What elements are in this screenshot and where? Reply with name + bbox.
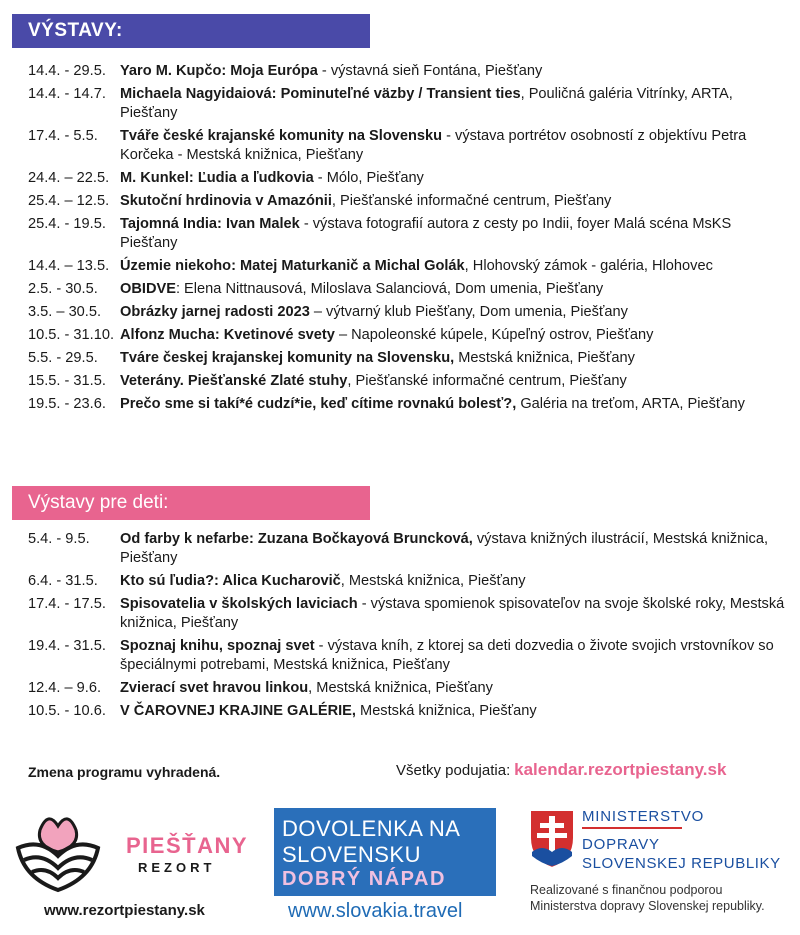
event-text	[120, 349, 788, 368]
ministry-line1: MINISTERSTVO	[582, 808, 705, 825]
event-title: OBIDVE	[120, 281, 176, 297]
list-item	[28, 595, 788, 633]
event-details: - výstavná sieň Fontána, Piešťany	[317, 63, 543, 79]
event-date: 6.4. - 31.5.	[28, 573, 98, 589]
event-text	[120, 169, 788, 188]
list-item	[28, 326, 788, 345]
list-item	[28, 679, 788, 698]
vystavy-list	[28, 62, 788, 418]
list-item	[28, 257, 788, 276]
event-title: Územie niekoho: Matej Maturkanič a Michal Golák	[120, 258, 465, 274]
list-item	[28, 169, 788, 188]
event-text	[120, 595, 788, 633]
program-note: Zmena programu vyhradená.	[28, 764, 221, 780]
event-details: Mestská knižnica, Piešťany	[454, 350, 635, 366]
event-text	[120, 257, 788, 276]
event-date: 24.4. – 22.5.	[28, 170, 110, 186]
event-details: , Mestská knižnica, Piešťany	[308, 680, 493, 696]
event-date: 17.4. - 17.5.	[28, 596, 106, 612]
list-item	[28, 349, 788, 368]
event-title: Yaro M. Kupčo: Moja Európa	[120, 63, 318, 79]
event-date: 19.5. - 23.6.	[28, 396, 106, 412]
event-details: – výtvarný klub Piešťany, Dom umenia, Piešťany	[309, 304, 628, 320]
dovolenka-line2: SLOVENSKU	[282, 842, 421, 867]
event-date: 3.5. – 30.5.	[28, 304, 102, 320]
event-text	[120, 702, 788, 721]
event-text	[120, 372, 788, 391]
event-text	[120, 303, 788, 322]
event-text	[120, 679, 788, 698]
calendar-link[interactable]: kalendar.rezortpiestany.sk	[514, 760, 727, 779]
ministry-divider	[582, 827, 682, 829]
coat-of-arms-icon	[528, 808, 576, 870]
event-title: Spoznaj knihu, spoznaj svet	[120, 638, 315, 654]
event-details: - výstava fotografií autora z cesty po Indii, foyer Malá scéna MsKS Piešťany	[120, 216, 732, 251]
event-title: Kto sú ľudia?: Alica Kucharovič	[120, 573, 341, 589]
event-details: - výstava portrétov osobností z objektívu Petra Korčeka - Mestská knižnica, Piešťany	[120, 128, 747, 163]
event-text	[120, 326, 788, 345]
ministry-logo	[528, 808, 793, 888]
event-date: 15.5. - 31.5.	[28, 373, 106, 389]
event-date: 14.4. - 14.7.	[28, 86, 106, 102]
list-item	[28, 215, 788, 253]
event-date: 10.5. - 31.10.	[28, 327, 115, 343]
event-details: , Pouličná galéria Vitrínky, ARTA, Piešťany	[120, 86, 733, 121]
event-details: - výstava kníh, z ktorej sa deti dozvedia o živote svojich vrstovníkov so špeciálnymi potrebami, Mestská knižnica, Piešťany	[120, 638, 774, 673]
list-item	[28, 192, 788, 211]
list-item	[28, 85, 788, 123]
piestany-name: PIEŠŤANY	[126, 833, 249, 858]
list-item	[28, 127, 788, 165]
vystavy-header: VÝSTAVY:	[12, 14, 370, 48]
event-text	[120, 127, 788, 165]
ministry-line3: SLOVENSKEJ REPUBLIKY	[582, 855, 781, 872]
event-title: Prečo sme si takí*é cudzí*ie, keď cítime rovnakú bolesť?,	[120, 396, 517, 412]
event-text	[120, 85, 788, 123]
event-details: : Elena Nittnausová, Miloslava Salanciová, Dom umenia, Piešťany	[175, 281, 604, 297]
event-title: V ČAROVNEJ KRAJINE GALÉRIE,	[120, 703, 356, 719]
event-text	[120, 192, 788, 211]
event-date: 17.4. - 5.5.	[28, 128, 98, 144]
event-text	[120, 395, 788, 414]
event-title: Tváře české krajanské komunity na Slovensku	[120, 128, 443, 144]
event-date: 14.4. - 29.5.	[28, 63, 106, 79]
deti-list	[28, 530, 788, 725]
event-date: 5.5. - 29.5.	[28, 350, 98, 366]
piestany-logo	[10, 808, 250, 898]
event-text	[120, 215, 788, 253]
event-details: , Piešťanské informačné centrum, Piešťany	[331, 193, 612, 209]
event-title: Obrázky jarnej radosti 2023	[120, 304, 310, 320]
event-title: M. Kunkel: Ľudia a ľudkovia	[120, 170, 314, 186]
all-events-label: Všetky podujatia:	[396, 762, 511, 779]
event-title: Veterány. Piešťanské Zlaté stuhy	[120, 373, 348, 389]
event-title: Tváre českej krajanskej komunity na Slovensku,	[120, 350, 455, 366]
slovakia-url[interactable]: www.slovakia.travel	[288, 900, 463, 922]
list-item	[28, 303, 788, 322]
dovolenka-line1: DOVOLENKA NA	[282, 816, 461, 841]
event-title: Michaela Nagyidaiová: Pominuteľné väzby / Transient ties	[120, 86, 521, 102]
all-events	[396, 760, 726, 780]
event-title: Od farby k nefarbe: Zuzana Bočkayová Bruncková,	[120, 531, 473, 547]
event-title: Zvierací svet hravou linkou	[120, 680, 309, 696]
funding-note: Realizované s finančnou podporou Ministerstva dopravy Slovenskej republiky.	[530, 883, 765, 913]
event-date: 14.4. – 13.5.	[28, 258, 110, 274]
list-item	[28, 702, 788, 721]
event-text	[120, 280, 788, 299]
event-details: - Mólo, Piešťany	[313, 170, 424, 186]
event-date: 5.4. - 9.5.	[28, 531, 90, 547]
dovolenka-logo	[274, 808, 496, 896]
event-title: Skutoční hrdinovia v Amazónii	[120, 193, 332, 209]
deti-header: Výstavy pre deti:	[12, 486, 370, 520]
event-date: 25.4. - 19.5.	[28, 216, 106, 232]
list-item	[28, 280, 788, 299]
dovolenka-line3: DOBRÝ NÁPAD	[282, 868, 446, 890]
list-item	[28, 62, 788, 81]
event-details: , Hlohovský zámok - galéria, Hlohovec	[464, 258, 713, 274]
event-details: , Piešťanské informačné centrum, Piešťany	[347, 373, 627, 389]
event-date: 19.4. - 31.5.	[28, 638, 106, 654]
event-details: , Mestská knižnica, Piešťany	[340, 573, 526, 589]
flower-icon	[10, 808, 105, 898]
event-text	[120, 572, 788, 591]
list-item	[28, 572, 788, 591]
event-title: Tajomná India: Ivan Malek	[120, 216, 300, 232]
event-text	[120, 530, 788, 568]
event-title: Spisovatelia v školských laviciach	[120, 596, 358, 612]
list-item	[28, 637, 788, 675]
event-details: výstava knižných ilustrácií, Mestská knižnica, Piešťany	[120, 531, 769, 566]
event-date: 10.5. - 10.6.	[28, 703, 106, 719]
event-date: 25.4. – 12.5.	[28, 193, 110, 209]
event-details: Mestská knižnica, Piešťany	[355, 703, 537, 719]
event-details: - výstava spomienok spisovateľov na svoje školské roky, Mestská knižnica, Piešťany	[120, 596, 785, 631]
list-item	[28, 372, 788, 391]
ministry-line2: DOPRAVY	[582, 836, 660, 853]
list-item	[28, 395, 788, 414]
list-item	[28, 530, 788, 568]
event-details: Galéria na treťom, ARTA, Piešťany	[516, 396, 745, 412]
piestany-sub: REZORT	[138, 860, 216, 875]
piestany-url[interactable]: www.rezortpiestany.sk	[44, 902, 205, 919]
event-title: Alfonz Mucha: Kvetinové svety	[120, 327, 335, 343]
event-text	[120, 637, 788, 675]
event-date: 12.4. – 9.6.	[28, 680, 102, 696]
event-date: 2.5. - 30.5.	[28, 281, 98, 297]
event-details: – Napoleonské kúpele, Kúpeľný ostrov, Piešťany	[334, 327, 654, 343]
event-text	[120, 62, 788, 81]
